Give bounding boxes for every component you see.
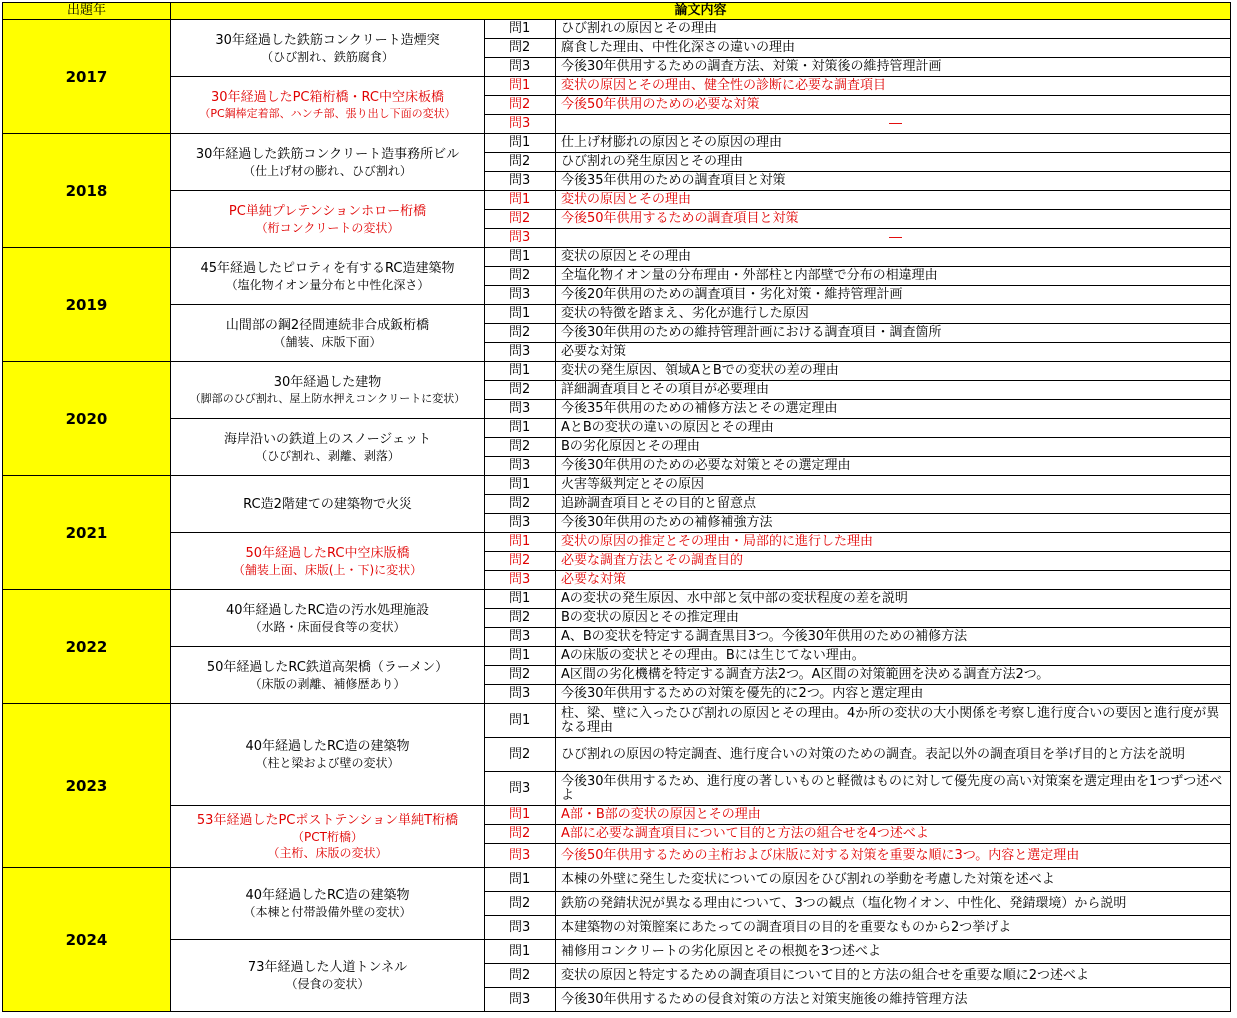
question-content: 変状の特徴を踏まえ、劣化が進行した原因 (556, 305, 1231, 324)
question-content: A部に必要な調査項目について目的と方法の組合せを4つ述べよ (556, 825, 1231, 844)
question-content: ひび割れの原因とその理由 (556, 20, 1231, 39)
topic-title: 50年経過したRC中空床版橋 (245, 545, 410, 561)
topic-subtitle-2: （主桁、床版の変状） (267, 846, 388, 860)
question-content: 変状の発生原因、領域AとBでの変状の差の理由 (556, 362, 1231, 381)
year-cell: 2018 (3, 134, 171, 248)
question-number: 問2 (485, 210, 556, 229)
topic-subtitle: （舗装上面、床版(上・下)に変状） (232, 562, 423, 577)
table-row (3, 806, 1231, 825)
question-number: 問3 (485, 115, 556, 134)
year-cell: 2020 (3, 362, 171, 476)
question-number: 問1 (485, 647, 556, 666)
question-content: 今後30年供用のための維持管理計画における調査項目・調査箇所 (556, 324, 1231, 343)
table-row (3, 868, 1231, 892)
topic-title: 海岸沿いの鉄道上のスノージェット (223, 431, 432, 447)
question-number: 問1 (485, 77, 556, 96)
question-number: 問1 (485, 191, 556, 210)
question-content: 全塩化物イオン量の分布理由・外部柱と内部壁で分布の相違理由 (556, 267, 1231, 286)
topic-subtitle: （塩化物イオン量分布と中性化深さ） (225, 277, 430, 292)
question-number: 問1 (485, 806, 556, 825)
question-number: 問2 (485, 825, 556, 844)
question-content: 変状の原因とその理由 (556, 191, 1231, 210)
table-row (3, 20, 1231, 39)
question-content: Aの床版の変状とその理由。Bには生じてない理由。 (556, 647, 1231, 666)
table-row (3, 134, 1231, 153)
question-content: ― (556, 229, 1231, 248)
table-row (3, 305, 1231, 324)
question-content: ひび割れの発生原因とその理由 (556, 153, 1231, 172)
question-number: 問1 (485, 419, 556, 438)
question-content: 今後30年供用するため、進行度の著しいものと軽微はものに対して優先度の高い対策案を選定理由を1つずつ述べよ (556, 772, 1231, 806)
topic-title: 45年経過したピロティを有するRC造建築物 (200, 260, 455, 276)
topic-cell (171, 419, 485, 476)
question-number: 問2 (485, 96, 556, 115)
question-number: 問3 (485, 514, 556, 533)
topic-subtitle: （ひび割れ、剥離、剥落） (255, 448, 400, 463)
question-content: A部・B部の変状の原因とその理由 (556, 806, 1231, 825)
topic-cell (171, 533, 485, 590)
topic-cell (171, 940, 485, 1012)
question-content: 鉄筋の発錆状況が異なる理由について、3つの観点（塩化物イオン、中性化、発錆環境）から説明 (556, 892, 1231, 916)
question-number: 問3 (485, 400, 556, 419)
question-content: A、Bの変状を特定する調査黒目3つ。今後30年供用のための補修方法 (556, 628, 1231, 647)
question-number: 問1 (485, 704, 556, 738)
topic-subtitle: （PCT桁橋） (292, 830, 363, 844)
topic-subtitle: （床版の剥離、補修歴あり） (249, 676, 406, 691)
question-number: 問3 (485, 229, 556, 248)
question-number: 問2 (485, 438, 556, 457)
question-content: 今後35年供用のための調査項目と対策 (556, 172, 1231, 191)
header-content: 論文内容 (171, 3, 1231, 20)
topic-cell (171, 806, 485, 868)
question-content: 今後30年供用するための侵食対策の方法と対策実施後の維持管理方法 (556, 988, 1231, 1012)
question-number: 問3 (485, 628, 556, 647)
topic-title: 50年経過したRC鉄道高架橋（ラーメン） (206, 659, 449, 675)
question-content: 必要な対策 (556, 343, 1231, 362)
table-row (3, 940, 1231, 964)
question-content: 必要な対策 (556, 571, 1231, 590)
question-content: 仕上げ材膨れの原因とその原因の理由 (556, 134, 1231, 153)
question-content: 変状の原因と特定するための調査項目について目的と方法の組合せを重要な順に2つ述べよ (556, 964, 1231, 988)
year-cell: 2023 (3, 704, 171, 868)
question-content: 火害等級判定とその原因 (556, 476, 1231, 495)
topic-cell (171, 704, 485, 806)
question-content: 今後35年供用のための補修方法とその選定理由 (556, 400, 1231, 419)
question-content: 変状の原因とその理由、健全性の診断に必要な調査項目 (556, 77, 1231, 96)
year-cell: 2021 (3, 476, 171, 590)
question-number: 問2 (485, 964, 556, 988)
question-content: 補修用コンクリートの劣化原因とその根拠を3つ述べよ (556, 940, 1231, 964)
topic-title: 30年経過した鉄筋コンクリート造事務所ビル (195, 146, 460, 162)
question-number: 問1 (485, 533, 556, 552)
question-number: 問3 (485, 571, 556, 590)
question-number: 問2 (485, 666, 556, 685)
question-content: 今後50年供用のための必要な対策 (556, 96, 1231, 115)
question-number: 問3 (485, 58, 556, 77)
question-number: 問3 (485, 286, 556, 305)
question-content: 本建築物の対策膣案にあたっての調査項目の目的を重要なものから2つ挙げよ (556, 916, 1231, 940)
question-number: 問2 (485, 495, 556, 514)
topic-subtitle: （仕上げ材の膨れ、ひび割れ） (243, 163, 412, 178)
topic-title: 73年経過した人道トンネル (247, 960, 408, 975)
topic-subtitle: （柱と梁および壁の変状） (255, 756, 400, 770)
topic-cell (171, 134, 485, 191)
question-content: ひび割れの原因の特定調査、進行度合いの対策のための調査。表記以外の調査項目を挙げ目的と方法を説明 (556, 738, 1231, 772)
topic-cell (171, 868, 485, 940)
table-row (3, 248, 1231, 267)
question-content: 今後30年供用するための調査方法、対策・対策後の維持管理計画 (556, 58, 1231, 77)
question-content: A区間の劣化機構を特定する調査方法2つ。A区間の対策範囲を決める調査方法2つ。 (556, 666, 1231, 685)
question-content: 詳細調査項目とその項目が必要理由 (556, 381, 1231, 400)
question-number: 問2 (485, 324, 556, 343)
topic-cell (171, 647, 485, 704)
question-number: 問3 (485, 457, 556, 476)
question-number: 問2 (485, 381, 556, 400)
question-number: 問1 (485, 940, 556, 964)
question-number: 問3 (485, 685, 556, 704)
question-number: 問2 (485, 738, 556, 772)
question-number: 問1 (485, 248, 556, 267)
year-cell: 2019 (3, 248, 171, 362)
question-number: 問1 (485, 134, 556, 153)
topic-subtitle: （舗装、床版下面） (273, 334, 382, 349)
question-number: 問3 (485, 772, 556, 806)
topic-subtitle: （水路・床面侵食等の変状） (249, 619, 406, 634)
question-content: 今後30年供用のための補修補強方法 (556, 514, 1231, 533)
year-cell: 2017 (3, 20, 171, 134)
topic-cell (171, 476, 485, 533)
topic-subtitle: （PC鋼棒定着部、ハンチ部、張り出し下面の変状） (199, 106, 456, 120)
topic-title: PC単純プレテンションホロー桁橋 (228, 203, 427, 219)
question-number: 問1 (485, 476, 556, 495)
question-number: 問1 (485, 362, 556, 381)
topic-title: 40年経過したRC造の建築物 (245, 739, 410, 754)
question-content: 追跡調査項目とその目的と留意点 (556, 495, 1231, 514)
question-content: Bの劣化原因とその理由 (556, 438, 1231, 457)
question-content: Aの変状の発生原因、水中部と気中部の変状程度の差を説明 (556, 590, 1231, 609)
topic-cell (171, 305, 485, 362)
question-content: ― (556, 115, 1231, 134)
question-number: 問2 (485, 609, 556, 628)
topic-cell (171, 590, 485, 647)
year-cell: 2024 (3, 868, 171, 1012)
exam-table (2, 2, 1231, 1012)
question-number: 問2 (485, 39, 556, 58)
question-number: 問3 (485, 916, 556, 940)
question-content: 変状の原因とその理由 (556, 248, 1231, 267)
topic-title: 山間部の鋼2径間連続非合成鈑桁橋 (225, 317, 430, 333)
question-content: 本棟の外壁に発生した変状についての原因をひび割れの挙動を考慮した対策を述べよ (556, 868, 1231, 892)
question-number: 問2 (485, 153, 556, 172)
question-number: 問3 (485, 343, 556, 362)
table-row (3, 77, 1231, 96)
table-row (3, 647, 1231, 666)
header-year: 出題年 (3, 3, 171, 20)
question-content: 腐食した理由、中性化深さの違いの理由 (556, 39, 1231, 58)
topic-subtitle: （侵食の変状） (285, 977, 370, 991)
question-number: 問3 (485, 844, 556, 868)
question-number: 問2 (485, 267, 556, 286)
question-content: 変状の原因の推定とその理由・局部的に進行した理由 (556, 533, 1231, 552)
table-row (3, 419, 1231, 438)
table-row (3, 704, 1231, 738)
question-number: 問1 (485, 305, 556, 324)
question-content: 柱、梁、壁に入ったひび割れの原因とその理由。4か所の変状の大小関係を考察し進行度合いの要因と進行度が異なる理由 (556, 704, 1231, 738)
question-content: 必要な調査方法とその調査目的 (556, 552, 1231, 571)
year-cell: 2022 (3, 590, 171, 704)
question-number: 問3 (485, 172, 556, 191)
question-content: Bの変状の原因とその推定理由 (556, 609, 1231, 628)
topic-subtitle: （本棟と付帯設備外壁の変状） (243, 905, 412, 919)
table-row (3, 476, 1231, 495)
topic-cell (171, 20, 485, 77)
table-row (3, 362, 1231, 381)
question-content: AとBの変状の違いの原因とその理由 (556, 419, 1231, 438)
question-number: 問1 (485, 20, 556, 39)
table-row (3, 191, 1231, 210)
topic-cell (171, 191, 485, 248)
topic-cell (171, 248, 485, 305)
topic-title: 40年経過したRC造の建築物 (245, 888, 410, 903)
topic-subtitle: （ひび割れ、鉄筋腐食） (261, 49, 394, 64)
question-content: 今後50年供用するための調査項目と対策 (556, 210, 1231, 229)
question-content: 今後30年供用のための必要な対策とその選定理由 (556, 457, 1231, 476)
table-row (3, 590, 1231, 609)
question-number: 問1 (485, 868, 556, 892)
topic-cell (171, 362, 485, 419)
topic-title: 53年経過したPCポストテンション単純T桁橋 (196, 813, 459, 828)
topic-title: RC造2階建ての建築物で火災 (243, 496, 412, 512)
table-row (3, 533, 1231, 552)
topic-title: 30年経過したPC箱桁橋・RC中空床板橋 (211, 89, 444, 105)
topic-title: 30年経過した建物 (273, 374, 382, 390)
topic-title: 30年経過した鉄筋コンクリート造煙突 (215, 32, 440, 48)
topic-cell (171, 77, 485, 134)
topic-title: 40年経過したRC造の汚水処理施設 (225, 602, 429, 618)
topic-subtitle: （桁コンクリートの変状） (255, 220, 400, 235)
question-content: 今後30年供用するための対策を優先的に2つ。内容と選定理由 (556, 685, 1231, 704)
question-number: 問2 (485, 892, 556, 916)
table-body (3, 20, 1231, 1012)
question-number: 問3 (485, 988, 556, 1012)
question-number: 問1 (485, 590, 556, 609)
question-content: 今後50年供用するための主桁および床版に対する対策を重要な順に3つ。内容と選定理由 (556, 844, 1231, 868)
question-content: 今後20年供用のための調査項目・劣化対策・維持管理計画 (556, 286, 1231, 305)
topic-subtitle: （脚部のひび割れ、屋上防水押えコンクリートに変状） (189, 391, 466, 405)
question-number: 問2 (485, 552, 556, 571)
